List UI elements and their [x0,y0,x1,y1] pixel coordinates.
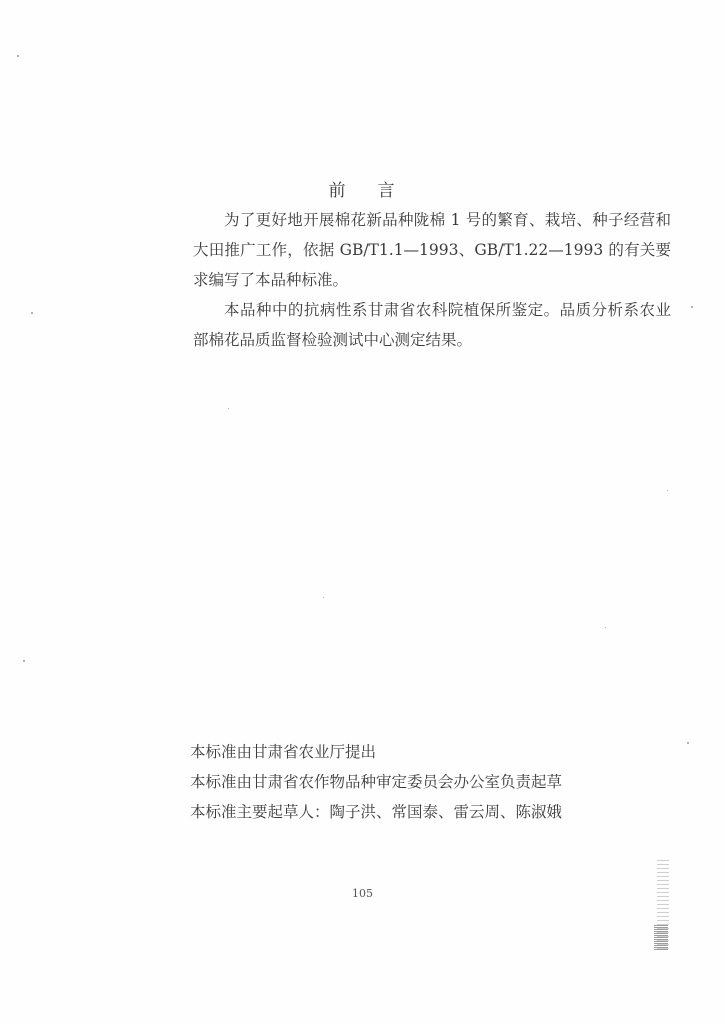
scan-speck [605,627,606,628]
proposer-line: 本标准由甘肃省农业厅提出 [190,743,377,761]
scan-edge-noise [654,925,668,951]
scan-speck [17,55,19,57]
page-number: 105 [352,887,373,900]
drafting-info [190,737,650,827]
drafter-line: 本标准由甘肃省农作物品种审定委员会办公室负责起草 [190,773,563,791]
scan-speck [23,660,25,662]
scan-speck [691,306,693,308]
title-char-2: 言 [377,181,397,201]
page-title [0,176,725,201]
scan-speck [667,490,668,491]
scan-speck [323,597,324,598]
scan-speck [228,408,229,409]
scan-speck [687,742,689,744]
title-char-1: 前 [328,181,348,201]
paragraph: 本品种中的抗病性系甘肃省农科院植保所鉴定。品质分析系农业部棉花品质监督检验测试中心测定结果。 [193,301,671,349]
foreword-body [193,205,671,355]
authors-line: 本标准主要起草人：陶子洪、常国泰、雷云周、陈淑娥 [190,803,563,821]
paragraph: 为了更好地开展棉花新品种陇棉 1 号的繁育、栽培、种子经营和大田推广工作，依据 GB/T1.1—1993、GB/T1.22—1993 的有关要求编写了本品种标准。 [193,211,671,289]
scan-speck [31,312,33,314]
